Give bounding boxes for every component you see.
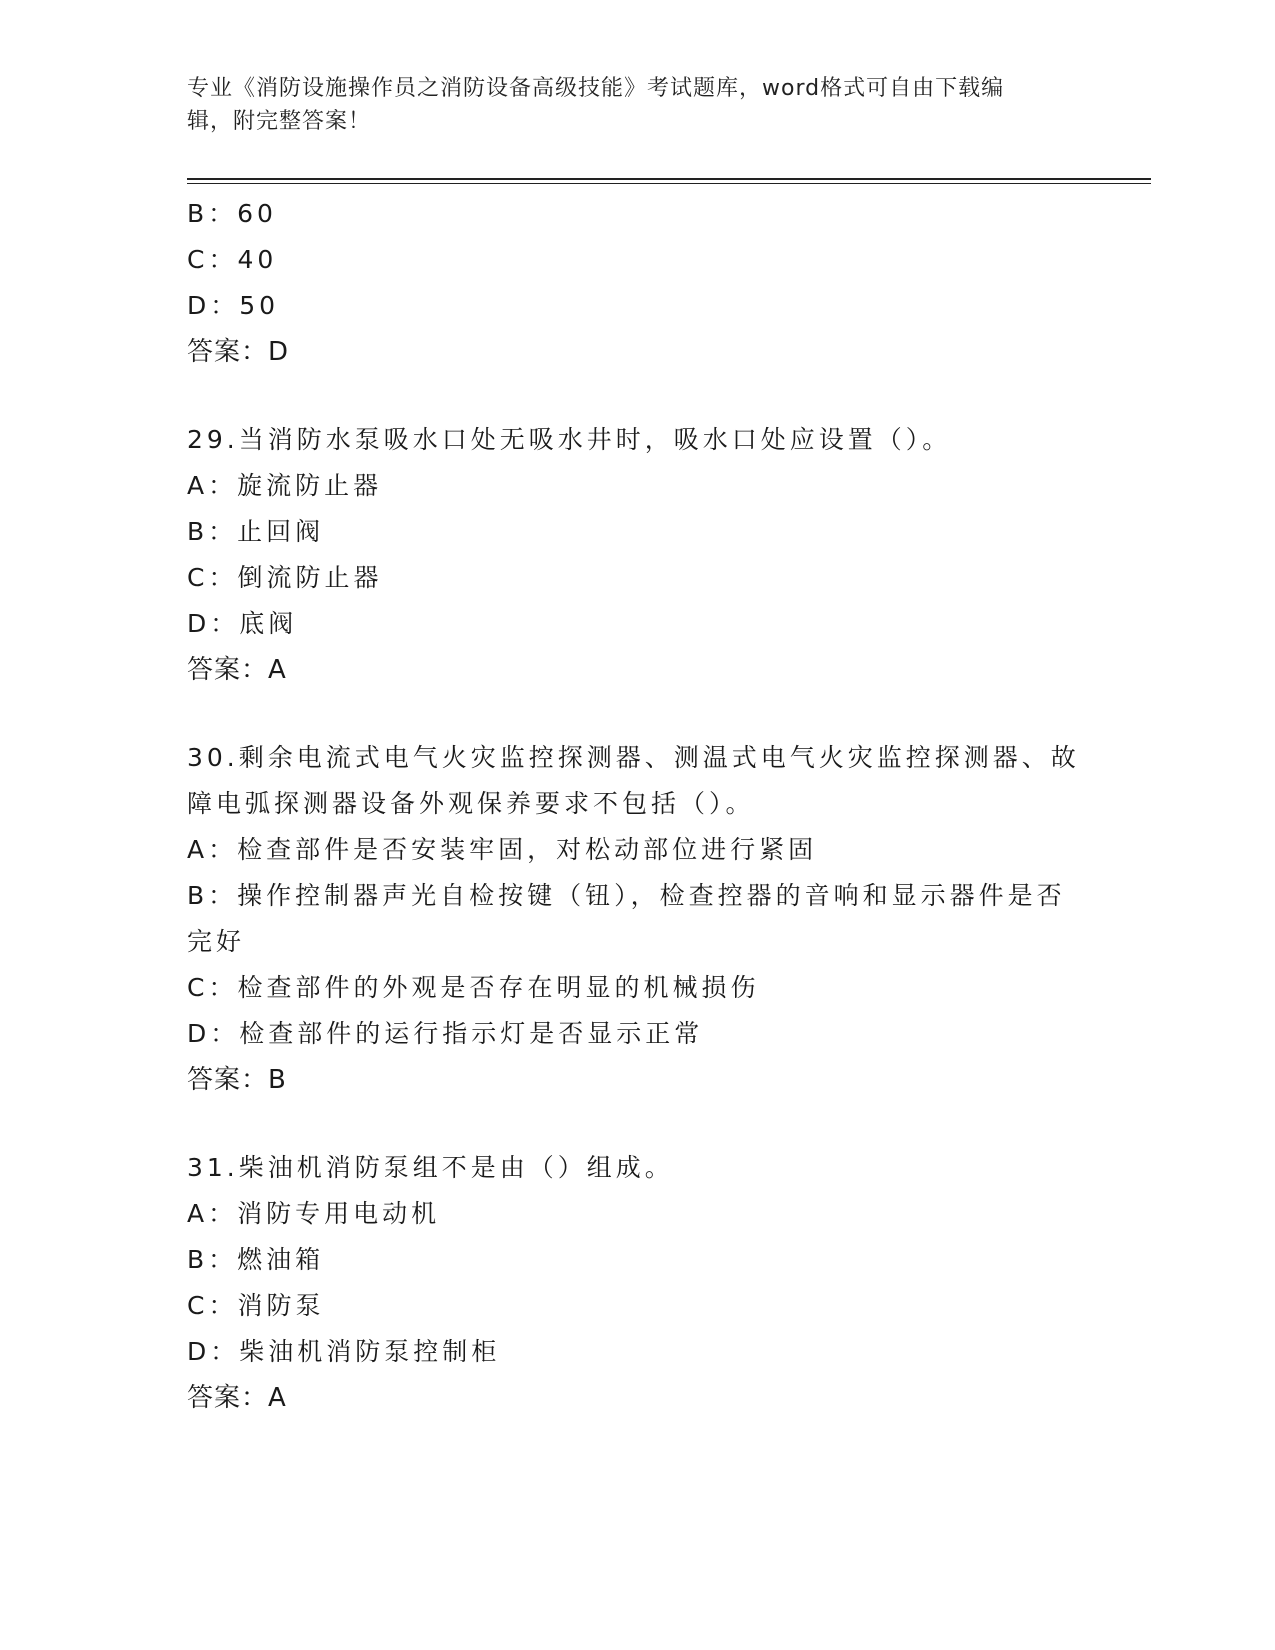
option-d: D：50: [187, 291, 280, 320]
answer-line: 答案：A: [187, 655, 287, 685]
header-line-2: 辑，附完整答案！: [187, 109, 372, 134]
question-28-partial: [187, 191, 1087, 375]
question-stem: 31.柴油机消防泵组不是由（）组成。: [187, 1153, 674, 1182]
option-b-line-1: B：操作控制器声光自检按键（钮），检查控器的音响和显示器件是否: [187, 881, 1066, 910]
question-30: [187, 735, 1087, 1103]
option-a: A：消防专用电动机: [187, 1199, 441, 1228]
option-c: C：消防泵: [187, 1291, 325, 1320]
option-b: B：燃油箱: [187, 1245, 325, 1274]
option-b: B：60: [187, 199, 277, 228]
option-d: D：柴油机消防泵控制柜: [187, 1337, 501, 1366]
question-stem-line-2: 障电弧探测器设备外观保养要求不包括（）。: [187, 789, 755, 818]
question-stem: 29.当消防水泵吸水口处无吸水井时，吸水口处应设置（）。: [187, 425, 952, 454]
option-c: C：检查部件的外观是否存在明显的机械损伤: [187, 973, 760, 1002]
question-spacer: [187, 693, 1087, 735]
question-spacer: [187, 375, 1087, 417]
option-c: C：40: [187, 245, 278, 274]
question-stem-line-1: 30.剩余电流式电气火灾监控探测器、测温式电气火灾监控探测器、故: [187, 743, 1080, 772]
document-header: [187, 72, 1067, 138]
option-c: C：倒流防止器: [187, 563, 383, 592]
question-31: [187, 1145, 1087, 1421]
answer-line: 答案：D: [187, 337, 290, 367]
option-b: B：止回阀: [187, 517, 325, 546]
header-divider-thick: [187, 178, 1151, 180]
option-d: D：检查部件的运行指示灯是否显示正常: [187, 1019, 704, 1048]
option-b-line-2: 完好: [187, 927, 246, 956]
option-a: A：旋流防止器: [187, 471, 383, 500]
option-d: D：底阀: [187, 609, 298, 638]
answer-line: 答案：A: [187, 1383, 287, 1413]
header-divider-thin: [187, 183, 1151, 184]
header-line-1: 专业《消防设施操作员之消防设备高级技能》考试题库，word格式可自由下载编: [187, 76, 1005, 101]
question-spacer: [187, 1103, 1087, 1145]
answer-line: 答案：B: [187, 1065, 287, 1095]
option-a: A：检查部件是否安装牢固，对松动部位进行紧固: [187, 835, 818, 864]
question-29: [187, 417, 1087, 693]
question-list: [187, 191, 1087, 1421]
